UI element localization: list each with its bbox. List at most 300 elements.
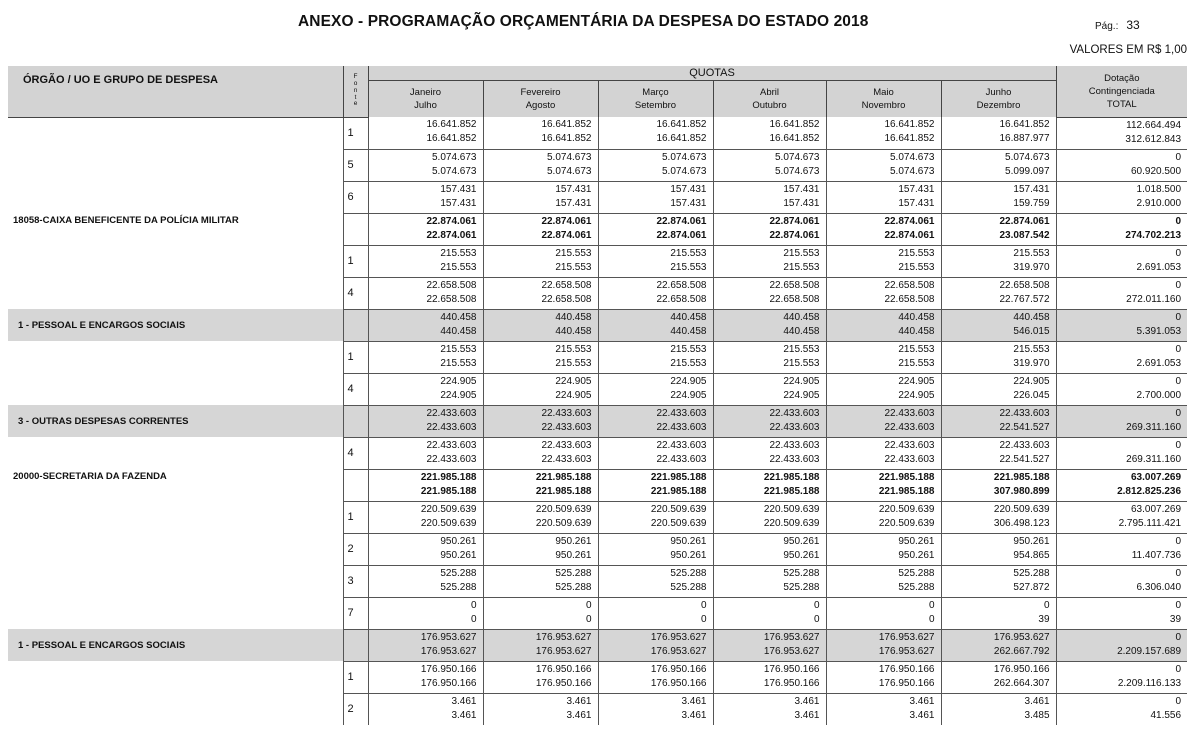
first-semester-value: 22.433.603 — [656, 439, 707, 451]
second-semester-value: 215.553 — [783, 357, 820, 369]
fonte-letter: F — [353, 73, 358, 81]
total-cell — [1056, 373, 1187, 405]
second-semester-value: 440.458 — [440, 325, 477, 337]
quota-cell — [483, 437, 598, 469]
second-semester-value: 2.691.053 — [1136, 357, 1182, 369]
first-semester-value: 0 — [1175, 279, 1182, 291]
second-semester-value: 176.953.627 — [650, 645, 707, 657]
second-semester-value: 176.953.627 — [878, 645, 935, 657]
second-semester-value: 215.553 — [440, 261, 477, 273]
second-semester-value: 440.458 — [670, 325, 707, 337]
quota-cell — [598, 501, 713, 533]
quota-cell — [826, 501, 941, 533]
first-semester-value: 5.074.673 — [890, 151, 935, 163]
row-label: 18058-CAIXA BENEFICENTE DA POLÍCIA MILITAR — [8, 213, 343, 245]
first-semester-value: 22.658.508 — [656, 279, 707, 291]
report-title: ANEXO - PROGRAMAÇÃO ORÇAMENTÁRIA DA DESPESA DO ESTADO 2018 — [298, 13, 869, 30]
second-semester-value: 22.874.061 — [426, 229, 477, 241]
first-semester-value: 440.458 — [670, 311, 707, 323]
second-semester-value: 157.431 — [783, 197, 820, 209]
first-semester-value: 215.553 — [670, 343, 707, 355]
second-semester-value: 176.950.166 — [763, 677, 820, 689]
quota-cell — [598, 693, 713, 725]
second-semester-value: 224.905 — [555, 389, 592, 401]
table-row — [8, 661, 1187, 693]
second-semester-value: 16.641.852 — [884, 133, 935, 144]
total-cell — [1056, 117, 1187, 149]
quota-cell — [598, 437, 713, 469]
first-semester-value: 0 — [1175, 151, 1182, 163]
first-semester-value: 112.664.494 — [1126, 119, 1182, 131]
second-semester-value: 0 — [470, 613, 477, 625]
month-second-half: Novembro — [861, 100, 906, 111]
first-semester-value: 0 — [1175, 407, 1182, 419]
first-semester-value: 221.985.188 — [993, 471, 1050, 483]
total-cell — [1056, 597, 1187, 629]
fonte-cell: 1 — [343, 117, 368, 149]
quota-cell — [483, 117, 598, 149]
quota-cell — [713, 309, 826, 341]
first-semester-value: 176.950.166 — [763, 663, 820, 675]
quota-cell — [713, 405, 826, 437]
second-semester-value: 22.874.061 — [769, 229, 820, 241]
first-semester-value: 220.509.639 — [878, 503, 935, 515]
quota-cell — [483, 469, 598, 501]
second-semester-value: 221.985.188 — [763, 485, 820, 497]
quota-cell — [368, 501, 483, 533]
month-first-half: Janeiro — [409, 87, 442, 98]
first-semester-value: 525.288 — [555, 567, 592, 579]
second-semester-value: 525.288 — [555, 581, 592, 593]
quota-cell — [483, 149, 598, 181]
first-semester-value: 525.288 — [670, 567, 707, 579]
quota-cell — [368, 437, 483, 469]
first-semester-value: 221.985.188 — [420, 471, 477, 483]
quota-cell — [941, 501, 1056, 533]
first-semester-value: 16.641.852 — [769, 119, 820, 130]
month-first-half: Junho — [985, 87, 1012, 98]
second-semester-value: 176.953.627 — [763, 645, 820, 657]
row-label-empty — [8, 565, 343, 597]
quota-cell — [598, 373, 713, 405]
second-semester-value: 224.905 — [898, 389, 935, 401]
first-semester-value: 16.641.852 — [656, 119, 707, 130]
first-semester-value: 215.553 — [440, 343, 477, 355]
quota-cell — [368, 213, 483, 245]
second-semester-value: 220.509.639 — [878, 517, 935, 529]
second-semester-value: 440.458 — [555, 325, 592, 337]
total-cell — [1056, 341, 1187, 373]
table-row — [8, 373, 1187, 405]
table-row — [8, 533, 1187, 565]
fonte-cell: 7 — [343, 597, 368, 629]
quota-cell — [368, 373, 483, 405]
second-semester-value: 220.509.639 — [763, 517, 820, 529]
first-semester-value: 224.905 — [1013, 375, 1050, 387]
second-semester-value: 22.874.061 — [541, 229, 592, 241]
second-semester-value: 3.461 — [909, 709, 935, 721]
second-semester-value: 159.759 — [1013, 197, 1050, 209]
second-semester-value: 176.953.627 — [535, 645, 592, 657]
first-semester-value: 0 — [1175, 535, 1182, 547]
quota-cell — [713, 597, 826, 629]
quota-cell — [713, 181, 826, 213]
table-row — [8, 309, 1187, 341]
second-semester-value: 22.658.508 — [884, 293, 935, 305]
second-semester-value: 176.953.627 — [420, 645, 477, 657]
row-label: 3 - OUTRAS DESPESAS CORRENTES — [8, 405, 343, 437]
quota-cell — [713, 341, 826, 373]
quota-cell — [826, 213, 941, 245]
quota-cell — [826, 597, 941, 629]
total-cell — [1056, 501, 1187, 533]
quota-cell — [826, 117, 941, 149]
first-semester-value: 0 — [1175, 311, 1182, 323]
quota-cell — [368, 405, 483, 437]
quota-cell — [713, 565, 826, 597]
first-semester-value: 215.553 — [783, 247, 820, 259]
first-semester-value: 0 — [1175, 631, 1182, 643]
quota-cell — [598, 469, 713, 501]
second-semester-value: 2.795.111.421 — [1118, 517, 1182, 529]
quota-cell — [713, 117, 826, 149]
first-semester-value: 220.509.639 — [763, 503, 820, 515]
second-semester-value: 157.431 — [440, 197, 477, 209]
quota-cell — [713, 213, 826, 245]
first-semester-value: 5.074.673 — [432, 151, 477, 163]
first-semester-value: 215.553 — [440, 247, 477, 259]
orgao-header: ÓRGÃO / UO E GRUPO DE DESPESA — [8, 66, 343, 117]
second-semester-value: 2.209.157.689 — [1117, 645, 1182, 657]
quota-cell — [483, 213, 598, 245]
first-semester-value: 22.433.603 — [656, 407, 707, 419]
first-semester-value: 224.905 — [440, 375, 477, 387]
first-semester-value: 176.953.627 — [420, 631, 477, 643]
first-semester-value: 63.007.269 — [1130, 471, 1182, 483]
first-semester-value: 3.461 — [681, 695, 707, 707]
month-second-half: Agosto — [525, 100, 556, 111]
total-cell — [1056, 469, 1187, 501]
second-semester-value: 525.288 — [670, 581, 707, 593]
first-semester-value: 16.641.852 — [541, 119, 592, 130]
quota-cell — [483, 373, 598, 405]
total-cell — [1056, 629, 1187, 661]
quota-cell — [941, 437, 1056, 469]
second-semester-value: 527.872 — [1013, 581, 1050, 593]
quota-cell — [598, 533, 713, 565]
first-semester-value: 3.461 — [794, 695, 820, 707]
first-semester-value: 0 — [1175, 375, 1182, 387]
second-semester-value: 440.458 — [898, 325, 935, 337]
quota-cell — [713, 469, 826, 501]
first-semester-value: 0 — [813, 599, 820, 611]
second-semester-value: 950.261 — [670, 549, 707, 561]
first-semester-value: 22.433.603 — [426, 407, 477, 419]
first-semester-value: 950.261 — [1013, 535, 1050, 547]
dotacao-line-3: TOTAL — [1106, 98, 1137, 110]
second-semester-value: 41.556 — [1150, 709, 1182, 721]
first-semester-value: 22.433.603 — [884, 407, 935, 419]
second-semester-value: 176.950.166 — [420, 677, 477, 689]
second-semester-value: 39 — [1038, 613, 1050, 625]
row-label-empty — [8, 501, 343, 533]
row-label-empty — [8, 181, 343, 213]
table-row — [8, 341, 1187, 373]
first-semester-value: 3.461 — [451, 695, 477, 707]
first-semester-value: 5.074.673 — [1005, 151, 1050, 163]
quota-cell — [598, 117, 713, 149]
first-semester-value: 0 — [1175, 599, 1182, 611]
second-semester-value: 307.980.899 — [993, 485, 1050, 497]
quota-cell — [941, 597, 1056, 629]
second-semester-value: 221.985.188 — [650, 485, 707, 497]
first-semester-value: 22.433.603 — [541, 439, 592, 451]
second-semester-value: 23.087.542 — [999, 229, 1050, 241]
first-semester-value: 22.658.508 — [999, 279, 1050, 291]
fonte-cell: 5 — [343, 149, 368, 181]
first-semester-value: 525.288 — [783, 567, 820, 579]
month-second-half: Julho — [414, 100, 437, 111]
fonte-letter: o — [353, 80, 358, 88]
first-semester-value: 157.431 — [898, 183, 935, 195]
second-semester-value: 22.433.603 — [426, 453, 477, 465]
page-label: Pág.: — [1095, 21, 1119, 32]
second-semester-value: 22.433.603 — [541, 421, 592, 433]
quota-cell — [826, 181, 941, 213]
second-semester-value: 5.074.673 — [432, 165, 477, 177]
quota-cell — [941, 629, 1056, 661]
quota-cell — [713, 373, 826, 405]
second-semester-value: 954.865 — [1013, 549, 1050, 561]
second-semester-value: 220.509.639 — [420, 517, 477, 529]
first-semester-value: 215.553 — [555, 247, 592, 259]
first-semester-value: 157.431 — [783, 183, 820, 195]
fonte-cell: 1 — [343, 501, 368, 533]
first-semester-value: 22.874.061 — [999, 215, 1050, 227]
second-semester-value: 312.612.843 — [1125, 133, 1182, 145]
second-semester-value: 16.641.852 — [656, 133, 707, 144]
second-semester-value: 22.658.508 — [769, 293, 820, 305]
quota-cell — [598, 661, 713, 693]
quota-cell — [598, 341, 713, 373]
first-semester-value: 22.658.508 — [541, 279, 592, 291]
fonte-cell: 4 — [343, 437, 368, 469]
fonte-cell: 1 — [343, 245, 368, 277]
first-semester-value: 220.509.639 — [535, 503, 592, 515]
table-row — [8, 629, 1187, 661]
first-semester-value: 22.433.603 — [541, 407, 592, 419]
second-semester-value: 215.553 — [898, 261, 935, 273]
table-row — [8, 149, 1187, 181]
second-semester-value: 157.431 — [670, 197, 707, 209]
table-row — [8, 405, 1187, 437]
second-semester-value: 2.812.825.236 — [1117, 485, 1182, 497]
total-cell — [1056, 437, 1187, 469]
first-semester-value: 22.874.061 — [656, 215, 707, 227]
row-label-empty — [8, 373, 343, 405]
quota-cell — [368, 309, 483, 341]
first-semester-value: 1.018.500 — [1136, 183, 1182, 195]
quota-cell — [826, 437, 941, 469]
first-semester-value: 215.553 — [898, 247, 935, 259]
month-second-half: Setembro — [634, 100, 677, 111]
currency-note: VALORES EM R$ 1,00 — [1069, 44, 1187, 56]
first-semester-value: 525.288 — [1013, 567, 1050, 579]
first-semester-value: 440.458 — [1013, 311, 1050, 323]
second-semester-value: 306.498.123 — [993, 517, 1050, 529]
quota-cell — [368, 693, 483, 725]
second-semester-value: 22.433.603 — [884, 421, 935, 433]
fonte-cell: 2 — [343, 693, 368, 725]
fonte-letter: e — [353, 100, 358, 108]
row-label-empty — [8, 117, 343, 149]
first-semester-value: 525.288 — [898, 567, 935, 579]
first-semester-value: 22.658.508 — [884, 279, 935, 291]
second-semester-value: 3.461 — [566, 709, 592, 721]
second-semester-value: 950.261 — [555, 549, 592, 561]
quota-cell — [826, 373, 941, 405]
table-row — [8, 501, 1187, 533]
first-semester-value: 950.261 — [440, 535, 477, 547]
first-semester-value: 176.953.627 — [535, 631, 592, 643]
quota-cell — [941, 181, 1056, 213]
second-semester-value: 22.433.603 — [656, 421, 707, 433]
total-cell — [1056, 245, 1187, 277]
quota-cell — [826, 405, 941, 437]
quota-cell — [713, 629, 826, 661]
second-semester-value: 546.015 — [1013, 325, 1050, 337]
first-semester-value: 3.461 — [909, 695, 935, 707]
fonte-cell — [343, 309, 368, 341]
quota-cell — [483, 501, 598, 533]
second-semester-value: 224.905 — [670, 389, 707, 401]
total-cell — [1056, 405, 1187, 437]
quota-cell — [598, 245, 713, 277]
first-semester-value: 221.985.188 — [650, 471, 707, 483]
second-semester-value: 3.461 — [681, 709, 707, 721]
quota-cell — [368, 661, 483, 693]
quota-cell — [483, 277, 598, 309]
quota-cell — [598, 213, 713, 245]
fonte-letter: n — [353, 86, 358, 94]
table-row — [8, 597, 1187, 629]
second-semester-value: 176.950.166 — [878, 677, 935, 689]
row-label-empty — [8, 149, 343, 181]
second-semester-value: 262.667.792 — [993, 645, 1050, 657]
quota-cell — [713, 661, 826, 693]
row-label-empty — [8, 277, 343, 309]
row-label: 20000-SECRETARIA DA FAZENDA — [8, 469, 343, 501]
quota-cell — [598, 181, 713, 213]
fonte-cell — [343, 469, 368, 501]
first-semester-value: 221.985.188 — [763, 471, 820, 483]
table-row — [8, 117, 1187, 149]
second-semester-value: 221.985.188 — [420, 485, 477, 497]
table-row — [8, 437, 1187, 469]
quota-cell — [483, 629, 598, 661]
second-semester-value: 3.461 — [451, 709, 477, 721]
first-semester-value: 0 — [585, 599, 592, 611]
month-header — [483, 81, 598, 118]
second-semester-value: 2.910.000 — [1136, 197, 1182, 209]
first-semester-value: 176.950.166 — [993, 663, 1050, 675]
quota-cell — [598, 149, 713, 181]
total-cell — [1056, 181, 1187, 213]
quota-cell — [826, 533, 941, 565]
quota-cell — [483, 341, 598, 373]
second-semester-value: 16.887.977 — [999, 133, 1050, 144]
second-semester-value: 22.433.603 — [426, 421, 477, 433]
second-semester-value: 2.700.000 — [1136, 389, 1182, 401]
second-semester-value: 272.011.160 — [1126, 293, 1182, 305]
first-semester-value: 215.553 — [898, 343, 935, 355]
month-first-half: Maio — [873, 87, 894, 98]
quota-cell — [368, 245, 483, 277]
total-cell — [1056, 277, 1187, 309]
first-semester-value: 224.905 — [555, 375, 592, 387]
quota-cell — [941, 469, 1056, 501]
month-header — [713, 81, 826, 118]
second-semester-value: 221.985.188 — [878, 485, 935, 497]
quota-cell — [826, 277, 941, 309]
first-semester-value: 950.261 — [670, 535, 707, 547]
quota-cell — [941, 213, 1056, 245]
total-cell — [1056, 661, 1187, 693]
first-semester-value: 220.509.639 — [993, 503, 1050, 515]
quota-cell — [826, 149, 941, 181]
first-semester-value: 176.953.627 — [993, 631, 1050, 643]
first-semester-value: 221.985.188 — [878, 471, 935, 483]
month-header — [826, 81, 941, 118]
second-semester-value: 22.658.508 — [656, 293, 707, 305]
quota-cell — [941, 661, 1056, 693]
quota-cell — [483, 565, 598, 597]
quota-cell — [713, 437, 826, 469]
quota-cell — [368, 341, 483, 373]
fonte-cell: 1 — [343, 341, 368, 373]
second-semester-value: 16.641.852 — [541, 133, 592, 144]
second-semester-value: 950.261 — [898, 549, 935, 561]
quota-cell — [483, 309, 598, 341]
second-semester-value: 22.658.508 — [541, 293, 592, 305]
second-semester-value: 224.905 — [440, 389, 477, 401]
first-semester-value: 0 — [470, 599, 477, 611]
quota-cell — [826, 661, 941, 693]
month-header — [368, 81, 483, 118]
first-semester-value: 0 — [1175, 343, 1182, 355]
first-semester-value: 22.433.603 — [999, 407, 1050, 419]
dotacao-line-2: Contingenciada — [1088, 85, 1155, 97]
month-header — [941, 81, 1056, 118]
first-semester-value: 221.985.188 — [535, 471, 592, 483]
second-semester-value: 226.045 — [1013, 389, 1050, 401]
quota-cell — [713, 149, 826, 181]
row-label-empty — [8, 693, 343, 725]
second-semester-value: 157.431 — [898, 197, 935, 209]
quota-cell — [368, 469, 483, 501]
first-semester-value: 22.658.508 — [426, 279, 477, 291]
quota-cell — [483, 533, 598, 565]
first-semester-value: 950.261 — [898, 535, 935, 547]
first-semester-value: 16.641.852 — [884, 119, 935, 130]
second-semester-value: 215.553 — [555, 357, 592, 369]
table-row — [8, 469, 1187, 501]
second-semester-value: 3.485 — [1024, 709, 1050, 721]
quota-cell — [713, 693, 826, 725]
quota-cell — [826, 629, 941, 661]
quota-cell — [368, 533, 483, 565]
first-semester-value: 22.874.061 — [541, 215, 592, 227]
